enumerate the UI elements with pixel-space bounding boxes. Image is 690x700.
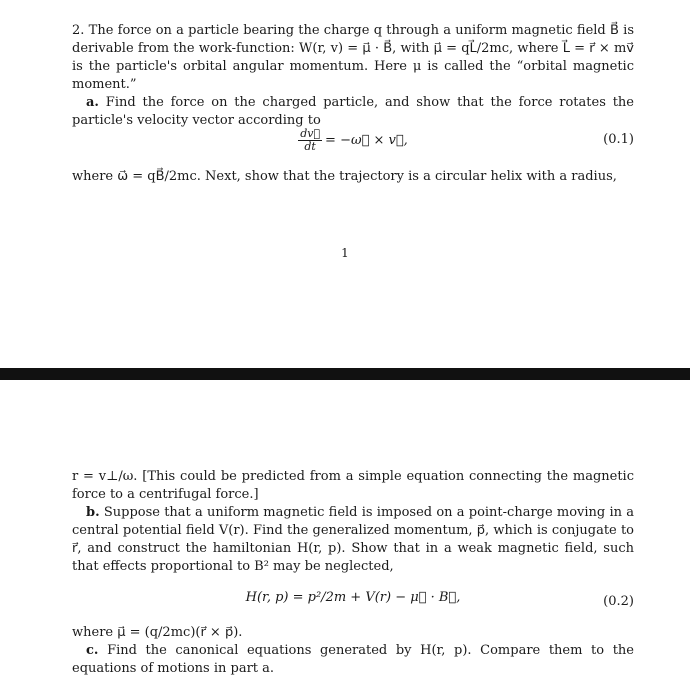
problem-intro: 2. The force on a particle bearing the charge q through a uniform magnetic field B⃗ is derivable from the work-function: W(r, v) = μ⃗ · B⃗, with μ⃗ = qL⃗/2mc, where L⃗ = r⃗ × mv⃗ is the particle's orbital angular momentum. Here μ is called the “orbital magnetic moment.” [72,23,634,92]
equation-0-1-number: (0.1) [603,132,634,147]
fraction-denominator: dt [304,140,316,153]
part-a-text: Find the force on the charged particle, and show that the force rotates the particle's velocity vector according to [72,95,634,128]
page-2 [0,380,690,700]
part-c-label: c. [86,643,99,658]
equation-0-2-math: H(r, p) = p²/2m + V(r) − μ⃗ · B⃗, [245,590,461,605]
dv-dt-fraction [298,128,322,153]
part-a [72,94,634,130]
part-a-label: a. [86,95,99,110]
page-divider [0,368,690,380]
equation-0-1-math [72,128,634,153]
after-equation-0-2: where μ⃗ = (q/2mc)(r⃗ × p⃗). [72,625,243,640]
part-b-text: Suppose that a uniform magnetic field is imposed on a point-charge moving in a central potential field V(r). Find the generalized momentum, p⃗, which is conjugate to r⃗, and construct the hamiltonian H(r, p). Show that in a weak magnetic field, such that effects proportional to B² may be neglected, [72,505,634,574]
fraction-numerator: dv⃗ [300,127,321,140]
part-c-text: Find the canonical equations generated by H(r, p). Compare them to the equations of motions in part a. [72,643,634,676]
part-c [72,642,634,678]
part-b-label: b. [86,505,100,520]
after-equation-0-1: where ω⃗ = qB⃗/2mc. Next, show that the trajectory is a circular helix with a radius, [72,169,617,184]
equation-0-2-number: (0.2) [603,594,634,609]
page-number: 1 [341,246,349,260]
equation-0-1-rhs: = −ω⃗ × v⃗, [325,133,408,148]
part-b [72,504,634,576]
continuation-text: r = v⊥/ω. [This could be predicted from a simple equation connecting the magnetic force to a centrifugal force.] [72,469,634,502]
equation-0-2 [72,590,634,614]
equation-0-1 [72,128,634,152]
